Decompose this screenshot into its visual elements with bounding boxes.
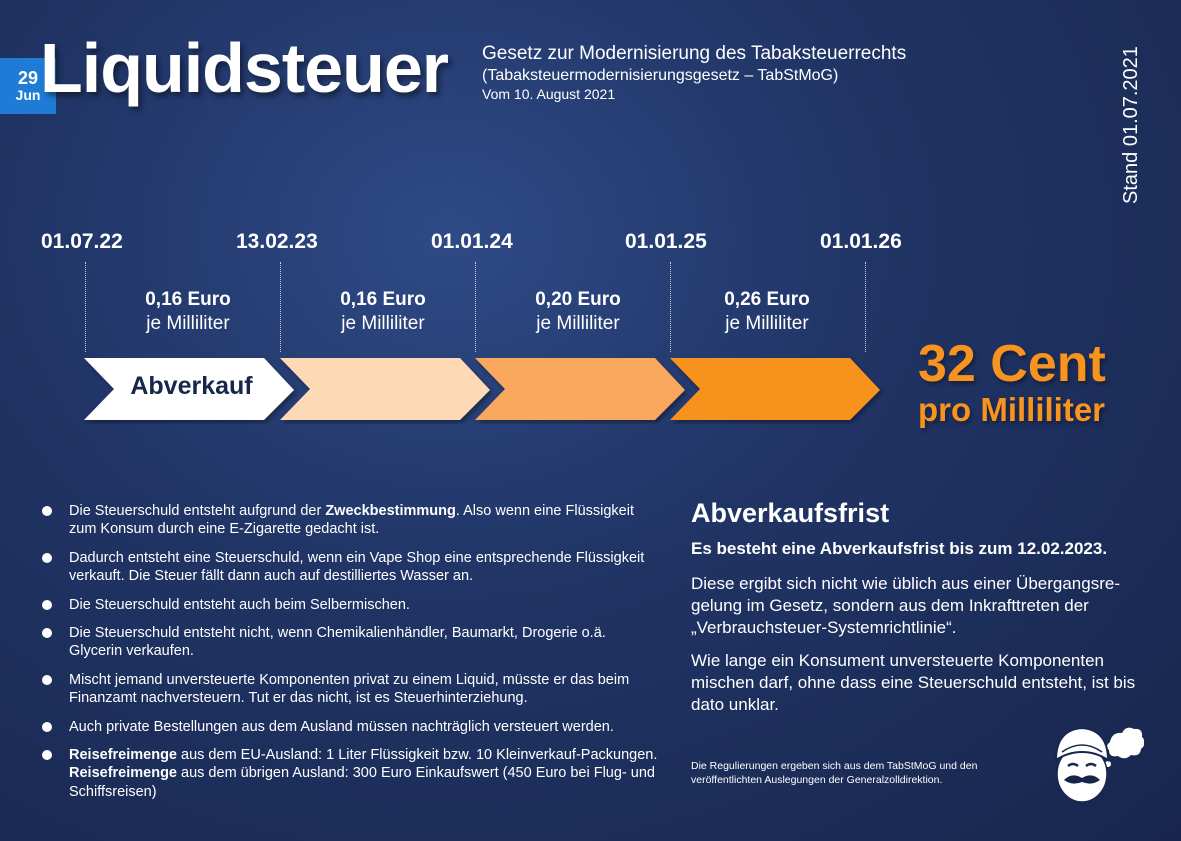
- bullet-icon: [42, 600, 52, 610]
- section-subheading: Es besteht eine Abverkaufsfrist bis zum 12.02.2023.: [691, 539, 1108, 558]
- timeline-date-1: 01.07.22: [41, 230, 123, 253]
- section-heading: Abverkaufsfrist: [691, 498, 890, 528]
- list-item: [40, 671, 660, 708]
- price-amount: 0,26 Euro: [724, 289, 810, 310]
- final-rate-unit: pro Milliliter: [918, 391, 1106, 428]
- price-unit: je Milliliter: [725, 312, 809, 334]
- final-rate-amount: 32 Cent: [918, 335, 1106, 393]
- bullet-icon: [42, 750, 52, 760]
- bullet-text: Auch private Bestellungen aus dem Ausland müssen nachträglich versteuert werden.: [69, 718, 614, 735]
- timeline-arrow-3: [475, 358, 685, 420]
- bullet-icon: [42, 675, 52, 685]
- list-item: [40, 549, 660, 586]
- timeline-divider: [85, 262, 86, 352]
- timeline-arrow-2: [280, 358, 490, 420]
- price-unit: je Milliliter: [146, 312, 230, 334]
- law-info: [482, 42, 906, 103]
- bullet-icon: [42, 506, 52, 516]
- timeline-arrow-4: [670, 358, 880, 420]
- timeline-date-2: 13.02.23: [236, 230, 318, 253]
- bullet-icon: [42, 553, 52, 563]
- list-item: [40, 624, 660, 661]
- list-item: [40, 746, 660, 801]
- timeline-date-4: 01.01.25: [625, 230, 707, 253]
- law-short-name: (Tabaksteuermodernisierungsgesetz – TabStMoG): [482, 66, 839, 84]
- stand-date: Stand 01.07.2021: [1120, 46, 1142, 204]
- footnote: Die Regulierungen ergeben sich aus dem TabStMoG und den veröffentlichten Auslegungen der Generalzolldirektion.: [691, 760, 978, 787]
- bullet-text: Die Steuerschuld entsteht auch beim Selbermischen.: [69, 596, 410, 613]
- list-item: [40, 502, 660, 539]
- timeline-date-5: 01.01.26: [820, 230, 902, 253]
- bullet-bold-text: Reisefreimenge: [69, 747, 177, 764]
- bullet-text: Die Steuerschuld entsteht nicht, wenn Chemikalienhändler, Baumarkt, Drogerie o.ä. Glycerin verkaufen.: [69, 625, 606, 660]
- timeline-price-1: [93, 288, 283, 336]
- law-date: Vom 10. August 2021: [482, 85, 616, 102]
- list-item: [40, 718, 660, 736]
- date-badge-day: 29: [17, 68, 39, 89]
- price-amount: 0,16 Euro: [145, 289, 231, 310]
- info-list: [40, 502, 660, 811]
- bullet-text: Die Steuerschuld entsteht aufgrund der: [69, 503, 326, 519]
- abverkaufsfrist-section: [691, 498, 1161, 728]
- section-paragraph: Diese ergibt sich nicht wie üblich aus einer Übergangsre-gelung im Gesetz, sondern aus dem Inkrafttreten der „Verbrauchsteuer-Systemrichtlinie“.: [691, 574, 1120, 637]
- bullet-icon: [42, 628, 52, 638]
- price-unit: je Milliliter: [341, 312, 425, 334]
- bullet-text: . Also wenn eine Flüssigkeit zum Konsum durch eine E-Zigarette gedacht ist.: [69, 503, 634, 538]
- section-paragraph: Wie lange ein Konsument unversteuerte Komponenten mischen darf, ohne dass eine Steuerschuld entsteht, ist bis dato unklar.: [691, 651, 1136, 714]
- bullet-text: Mischt jemand unversteuerte Komponenten privat zu einem Liquid, müsste er das beim Finanzamt nachversteuern. Tut er das nicht, ist es Steuerhinterziehung.: [69, 671, 630, 707]
- date-badge-month: Jun: [15, 87, 41, 104]
- page-title: Liquidsteuer: [40, 29, 449, 107]
- law-name: Gesetz zur Modernisierung des Tabaksteuerrechts: [482, 43, 907, 64]
- bullet-bold-text: Zweckbestimmung: [325, 503, 456, 519]
- timeline-price-4: [672, 288, 862, 336]
- timeline-divider: [865, 262, 866, 352]
- price-amount: 0,20 Euro: [535, 289, 621, 310]
- timeline-price-2: [288, 288, 478, 336]
- bullet-bold-text: Reisefreimenge: [69, 765, 177, 782]
- bullet-text: aus dem EU-Ausland: 1 Liter Flüssigkeit bzw. 10 Kleinverkauf-Packungen.: [177, 747, 658, 764]
- abverkauf-label: Abverkauf: [130, 372, 253, 400]
- list-item: [40, 596, 660, 614]
- price-amount: 0,16 Euro: [340, 289, 426, 310]
- timeline-date-3: 01.01.24: [431, 230, 513, 253]
- bullet-icon: [42, 722, 52, 732]
- final-rate: [918, 335, 1158, 430]
- bullet-text: aus dem übrigen Ausland: 300 Euro Einkaufswert (450 Euro bei Flug- und Schiffsreisen): [69, 765, 655, 800]
- timeline-price-3: [483, 288, 673, 336]
- bullet-text: Dadurch entsteht eine Steuerschuld, wenn ein Vape Shop eine entsprechende Flüssigkeit verkauft. Die Steuer fällt dann auch auf destilliertes Wasser an.: [69, 549, 645, 585]
- price-unit: je Milliliter: [536, 312, 620, 334]
- mascot-icon: [1048, 722, 1144, 804]
